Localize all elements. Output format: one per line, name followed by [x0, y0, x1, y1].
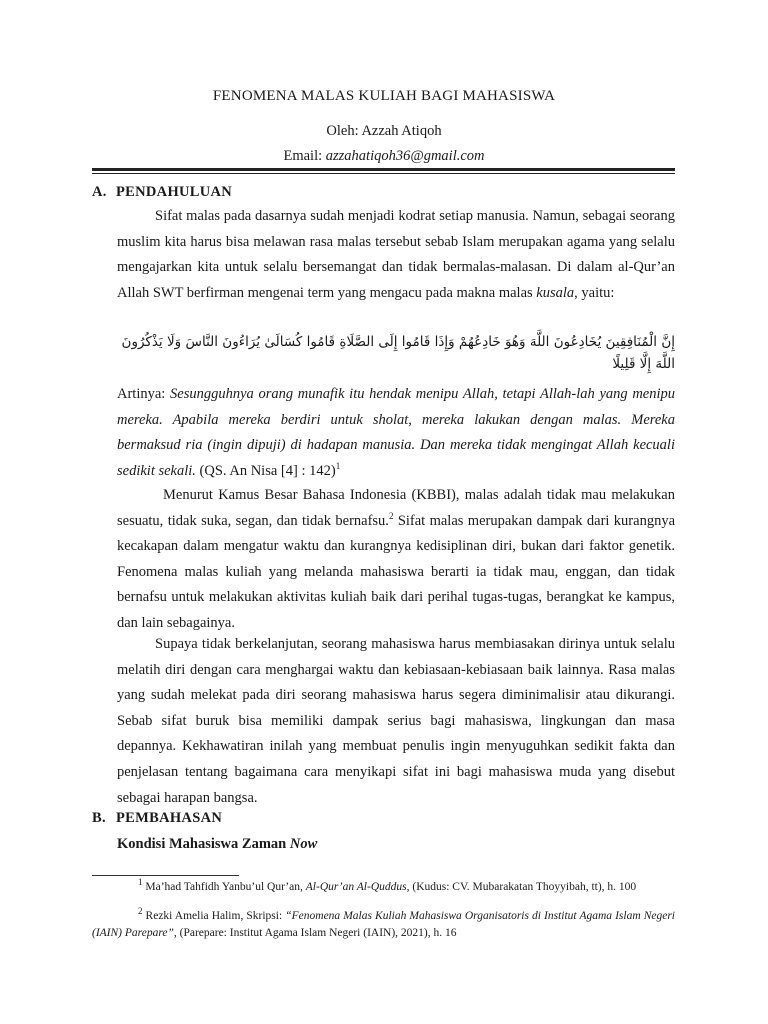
footnote-2-text: Rezki Amelia Halim, Skripsi: — [142, 910, 286, 922]
section-a-title: PENDAHULUAN — [116, 184, 233, 200]
footnote-2-title: “Fenomena Malas Kuliah Mahasiswa Organisatoris di Institut Agama Islam Negeri (IAIN) Parepare” — [92, 910, 675, 939]
subsection-title-italic: Now — [289, 836, 318, 852]
section-a-number: A. — [92, 184, 107, 200]
kbbi-paragraph — [117, 483, 675, 637]
footnote-2-end: , (Parepare: Institut Agama Islam Negeri (IAIN), 2021), h. 16 — [173, 927, 457, 939]
subsection-heading — [117, 836, 317, 853]
footnote-2 — [92, 908, 675, 942]
kbbi-text: Menurut Kamus Besar Bahasa Indonesia (KBBI), malas adalah tidak mau melakukan sesuatu, tidak suka, segan, dan tidak bernafsu. — [117, 487, 675, 529]
footnote-1-number: 1 — [138, 877, 143, 888]
email-address: azzahatiqoh36@gmail.com — [325, 148, 485, 164]
footnote-1 — [92, 879, 675, 896]
footnote-1-title: Al-Qur’an Al-Quddus — [305, 881, 407, 893]
email-label: Email: — [283, 148, 323, 164]
section-b-title: PEMBAHASAN — [116, 810, 223, 826]
translation-label: Artinya: — [117, 386, 171, 402]
header-rule-thin — [92, 173, 675, 174]
section-b-number: B. — [92, 810, 106, 826]
email-line — [0, 148, 768, 165]
translation-text: Sesungguhnya orang munafik itu hendak menipu Allah, tetapi Allah-lah yang menipu mereka. Apabila mereka berdiri untuk sholat, mereka lakukan dengan malas. Mereka bermaksud ria (ingin dipuji) di hadapan manusia. Dan mereka tidak mengingat Allah kecuali sedikit sekali. — [117, 386, 675, 479]
subsection-title: Kondisi Mahasiswa Zaman — [117, 836, 290, 852]
translation-paragraph — [117, 382, 675, 484]
closing-paragraph — [117, 632, 675, 811]
intro-paragraph — [117, 204, 675, 306]
document-title: FENOMENA MALAS KULIAH BAGI MAHASISWA — [212, 88, 556, 104]
author-line: Oleh: Azzah Atiqoh — [326, 123, 442, 139]
header-rule-thick — [92, 168, 675, 171]
footnote-1-text: Ma’had Tahfidh Yanbu’ul Qur’an, — [142, 881, 306, 893]
intro-term: kusala — [536, 284, 575, 301]
section-a-heading — [92, 184, 232, 201]
footnote-mark-1[interactable]: 1 — [335, 460, 341, 471]
kbbi-text-end: Sifat malas merupakan dampak dari kurangnya kecakapan dalam mengatur waktu dan kurangnya kedisiplinan diri, bukan dari faktor genetik. Fenomena malas kuliah yang melanda mahasiswa berarti ia tidak mau, enggan, dan tidak bernafsu untuk melakukan aktivitas kuliah baik dari perihal tugas-tugas, berangkat ke kampus, dan lain sebagainya. — [117, 512, 676, 631]
footnote-2-number: 2 — [138, 906, 143, 917]
section-b-heading — [92, 810, 222, 827]
arabic-verse: إِنَّ الْمُنَافِقِينَ يُخَادِعُونَ اللَّهَ وَهُوَ خَادِعُهُمْ وَإِذَا قَامُوا إِلَى الصَّلَاةِ قَامُوا كُسَالَىٰ يُرَاءُونَ النَّاسَ وَلَا يَذْكُرُونَ اللَّهَ إِلَّا قَلِيلًا — [121, 334, 675, 372]
intro-text: Sifat malas pada dasarnya sudah menjadi kodrat setiap manusia. Namun, sebagai seorang muslim kita harus bisa melawan rasa malas tersebut sebab Islam merupakan agama yang selalu mengajarkan kita untuk selalu bersemangat dan tidak bermalas-malasan. Di dalam al-Qur’an Allah SWT berfirman mengenai term yang mengacu pada makna malas — [117, 208, 675, 301]
closing-text: Supaya tidak berkelanjutan, seorang mahasiswa harus membiasakan dirinya untuk selalu melatih diri dengan cara menghargai waktu dan kebiasaan-kebiasaan baik lainnya. Rasa malas yang sudah melekat pada diri seorang mahasiswa harus segera diminimalisir atau dikurangi. Sebab sifat buruk bisa memiliki dampak serius bagi mahasiswa, lingkungan dan masa depannya. Kekhawatiran inilah yang membuat penulis ingin menyuguhkan sedikit fakta dan penjelasan tentang bagaimana cara menyikapi sifat ini bagi mahasiswa muda yang disebut sebagai harapan bangsa. — [117, 636, 675, 806]
footnote-separator — [92, 875, 239, 876]
intro-end: , yaitu: — [574, 284, 615, 301]
translation-reference: (QS. An Nisa [4] : 142) — [195, 462, 336, 479]
footnote-1-end: , (Kudus: CV. Mubarakatan Thoyyibah, tt), h. 100 — [406, 881, 637, 893]
footnote-mark-2[interactable]: 2 — [388, 510, 394, 521]
